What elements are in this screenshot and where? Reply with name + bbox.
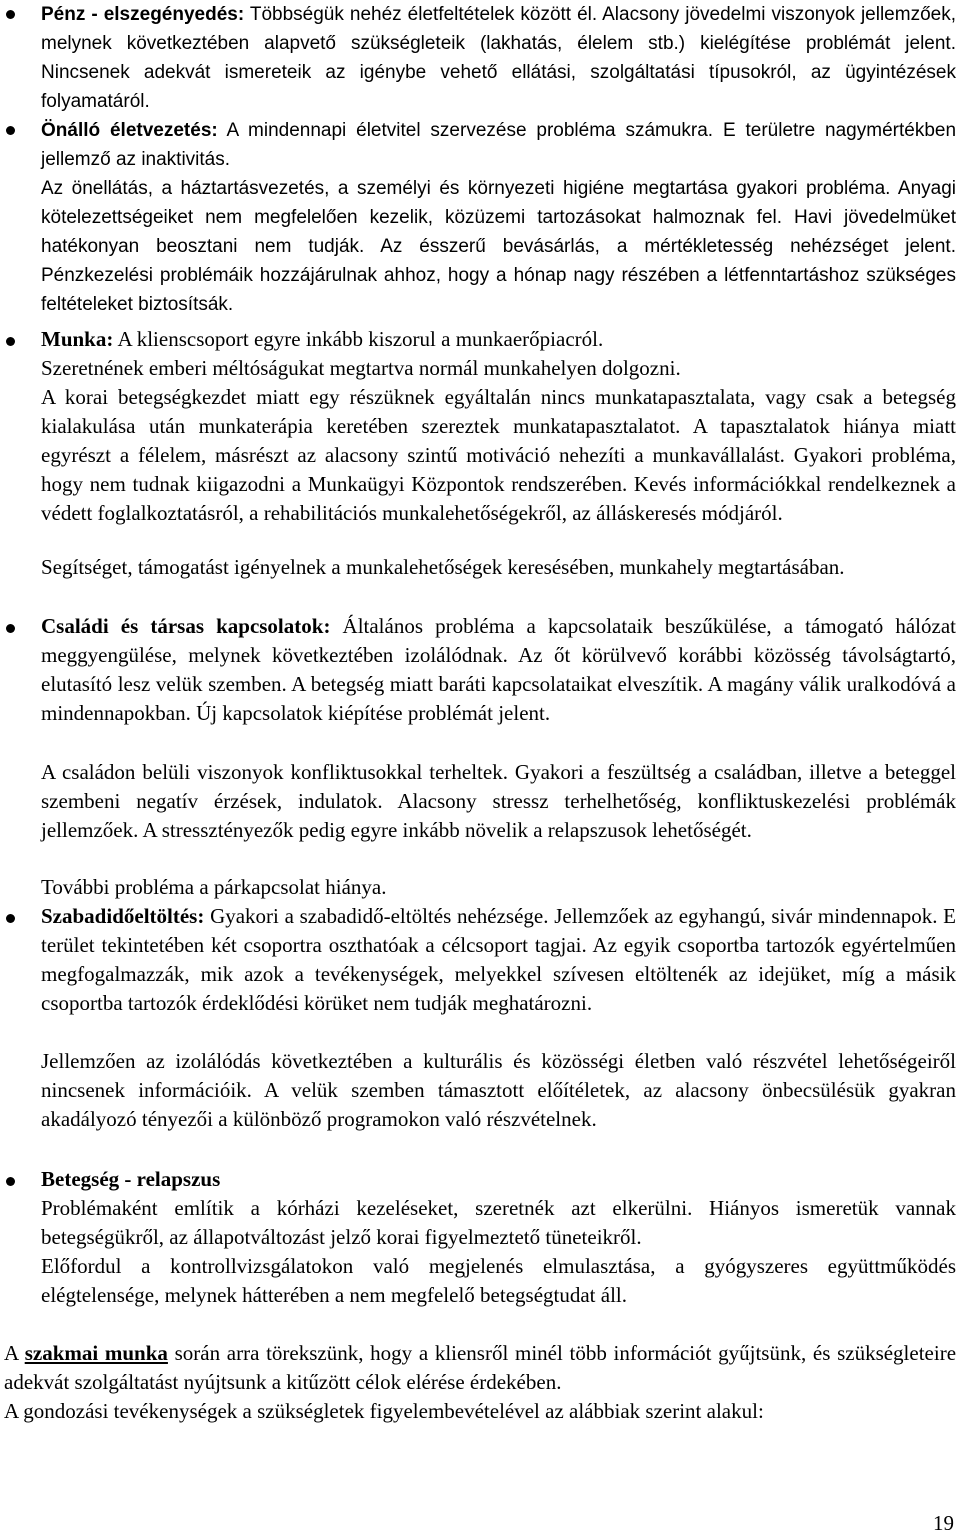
item-label: Szabadidőeltöltés: [41, 904, 205, 928]
paragraph [41, 1165, 956, 1194]
item-text: A mindennapi életvitel szervezése probléma számukra. E területre nagymértékben jellemző az inaktivitás. [41, 120, 957, 170]
item-label: Családi és társas kapcsolatok: [41, 614, 331, 638]
paragraph: Jellemzően az izolálódás következtében a kulturális és közösségi életben való részvétel lehetőségeiről nincsenek információik. A velük szemben támasztott előítéletek, az alacsony önbecsülésük gyakran akadályozó tényezői a különböző programokon való részvételnek. [41, 1049, 956, 1131]
closing-text-before: A [4, 1341, 19, 1365]
item-label: Betegség - relapszus [41, 1167, 221, 1191]
paragraph [41, 902, 956, 1018]
paragraph [41, 116, 956, 174]
paragraph: Előfordul a kontrollvizsgálatokon való megjelenés elmulasztása, a gyógyszeres együttműködés elégtelensége, melynek hátterében a nem megfelelő betegségtudat áll. [41, 1254, 956, 1307]
item-text: A klienscsoport egyre inkább kiszorul a munkaerőpiacról. [117, 327, 604, 351]
szakmai-munka-link[interactable]: szakmai munka [24, 1341, 168, 1365]
paragraph: Az önellátás, a háztartásvezetés, a személyi és környezeti higiéne megtartása gyakori probléma. Anyagi kötelezettségeiket nem megfelelően kezelik, közüzemi tartozásokat halmoznak fel. Havi jövedelmüket hatékonyan beosztani nem tudják. Az ésszerű bevásárlás, a mértékletesség nehézséget jelent. Pénzkezelési problémáik hozzájárulnak ahhoz, hogy a hónap nagy részében a létfenntartáshoz szükséges feltételeket biztosítsák. [41, 178, 956, 315]
paragraph: Segítséget, támogatást igényelnek a munkalehetőségek keresésében, munkahely megtartásában. [41, 555, 845, 579]
bullet-icon [6, 1177, 15, 1186]
bullet-icon [6, 337, 15, 346]
closing-text-after: során arra törekszünk, hogy a kliensről minél több információt gyűjtsünk, és szükségleteire adekvát szolgáltatást nyújtsunk a kitűzött célok elérése érdekében. [4, 1341, 957, 1394]
item-label: Önálló életvezetés: [41, 120, 218, 141]
closing-paragraph: A gondozási tevékenységek a szükségletek figyelembevételével az alábbiak szerint alakul: [4, 1399, 764, 1423]
bullet-icon [6, 624, 15, 633]
item-text: Általános probléma a kapcsolataik beszűkülése, a támogató hálózat meggyengülése, melynek következtében izolálódnak. Az őt körülvevő korábbi közösség távolságtartó, elutasító lesz velük szemben. A betegség miatt baráti kapcsolataikat elveszítik. A magány válik uralkodóvá a mindennapokban. Új kapcsolatok kiépítése problémát jelent. [41, 614, 956, 725]
paragraph: Problémaként említik a kórházi kezeléseket, szeretnék azt elkerülni. Hiányos ismeretük vannak betegségükről, az állapotváltozást jelző korai figyelmeztető tüneteikről. [41, 1196, 956, 1249]
item-label: Munka: [41, 327, 114, 351]
item-text: Gyakori a szabadidő-eltöltés nehézsége. Jellemzőek az egyhangú, sivár mindennapok. E terület tekintetében két csoportra oszthatóak a célcsoport tagjai. Az egyik csoportba tartozók egyértelműen megfogalmazzák, mik azok a tevékenységek, melyekkel szívesen eltöltenék az idejüket, míg a másik csoportba tartozók érdeklődési körüket nem tudják meghatározni. [41, 904, 956, 1015]
paragraph: A korai betegségkezdet miatt egy részüknek egyáltalán nincs munkatapasztalata, vagy csak a betegség kialakulása után munkaterápia keretében szereztek munkatapasztalatot. A tapasztalatok hiánya miatt egyrészt a félelem, másrészt az alacsony szintű motiváció nehezíti a munkavállalást. Gyakori probléma, hogy nem tudnak kiigazodni a Munkaügyi Központok rendszerében. Kevés információkkal rendelkeznek a védett foglalkoztatásról, a rehabilitációs munkalehetőségekről, az álláskeresés módjáról. [41, 385, 956, 525]
closing-paragraph [4, 1339, 956, 1397]
bullet-icon [6, 10, 15, 19]
page-number: 19 [933, 1511, 954, 1535]
paragraph: Szeretnének emberi méltóságukat megtartva normál munkahelyen dolgozni. [41, 356, 681, 380]
paragraph [41, 612, 956, 728]
paragraph [41, 325, 956, 354]
item-text: Többségük nehéz életfeltételek között él. Alacsony jövedelmi viszonyok jellemzőek, melynek következtében alapvető szükségleteik (lakhatás, élelem stb.) kielégítése problémát jelent. Nincsenek adekvát ismereteik az igénybe vehető ellátási, szolgáltatási típusokról, az ügyintézések folyamatáról. [41, 4, 956, 112]
item-label: Pénz - elszegényedés: [41, 4, 245, 25]
paragraph [41, 0, 956, 116]
paragraph: További probléma a párkapcsolat hiánya. [41, 875, 387, 899]
bullet-icon [6, 126, 15, 135]
paragraph: A családon belüli viszonyok konfliktusokkal terheltek. Gyakori a feszültség a családban, illetve a beteggel szembeni negatív érzések, indulatok. Alacsony stressz terhelhetőség, konfliktuskezelési problémák jellemzőek. A stressztényezők pedig egyre inkább növelik a relapszusok lehetőségét. [41, 760, 956, 842]
bullet-icon [6, 914, 15, 923]
